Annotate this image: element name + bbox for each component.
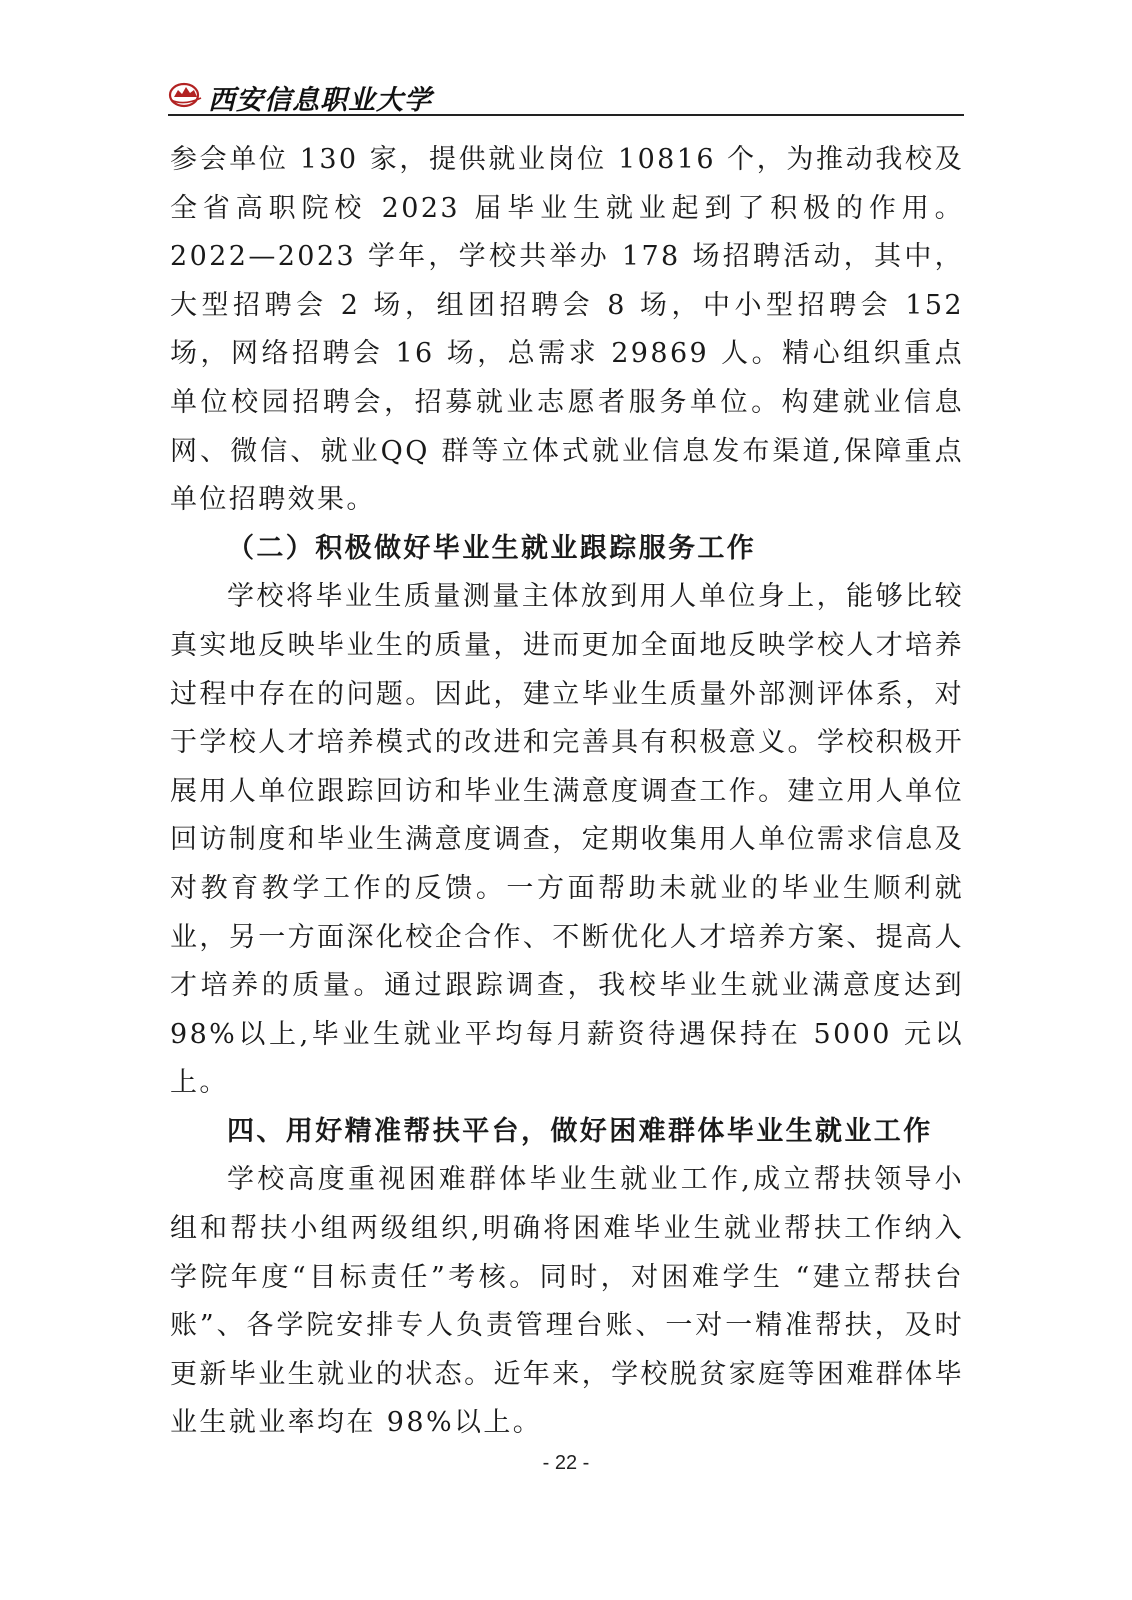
document-body xyxy=(170,136,964,1448)
university-name: 西安信息职业大学 xyxy=(208,85,432,116)
page-number: - 22 - xyxy=(542,1452,590,1474)
paragraph-tracking-service: 学校将毕业生质量测量主体放到用人单位身上，能够比较真实地反映毕业生的质量，进而更加全面地反映学校人才培养过程中存在的问题。因此，建立毕业生质量外部测评体系，对于学校人才培养模式的改进和完善具有积极意义。学校积极开展用人单位跟踪回访和毕业生满意度调查工作。建立用人单位回访制度和毕业生满意度调查，定期收集用人单位需求信息及对教育教学工作的反馈。一方面帮助未就业的毕业生顺利就业，另一方面深化校企合作、不断优化人才培养方案、提高人才培养的质量。通过跟踪调查，我校毕业生就业满意度达到 98%以上,毕业生就业平均每月薪资待遇保持在 5000 元以上。 xyxy=(170,581,964,1099)
header-divider xyxy=(168,114,964,116)
paragraph-recruitment-stats: 参会单位 130 家，提供就业岗位 10816 个，为推动我校及全省高职院校 2023 届毕业生就业起到了积极的作用。2022—2023 学年，学校共举办 178 场招聘活动，其中，大型招聘会 2 场，组团招聘会 8 场，中小型招聘会 152 场，网络招聘会 16 场，总需求 29869 人。精心组织重点单位校园招聘会，招募就业志愿者服务单位。构建就业信息网、微信、就业QQ 群等立体式就业信息发布渠道,保障重点单位招聘效果。 xyxy=(170,144,964,516)
paragraph-targeted-assistance: 学校高度重视困难群体毕业生就业工作,成立帮扶领导小组和帮扶小组两级组织,明确将困难毕业生就业帮扶工作纳入学院年度“目标责任”考核。同时，对困难学生 “建立帮扶台账”、各学院安排专人负责管理台账、一对一精准帮扶，及时更新毕业生就业的状态。近年来，学校脱贫家庭等困难群体毕业生就业率均在 98%以上。 xyxy=(170,1164,964,1439)
section-heading-targeted-assistance: 四、用好精准帮扶平台，做好困难群体毕业生就业工作 xyxy=(227,1115,933,1147)
page-header xyxy=(168,78,964,118)
section-heading-tracking-service: （二）积极做好毕业生就业跟踪服务工作 xyxy=(227,532,757,564)
university-emblem-icon xyxy=(168,80,204,108)
